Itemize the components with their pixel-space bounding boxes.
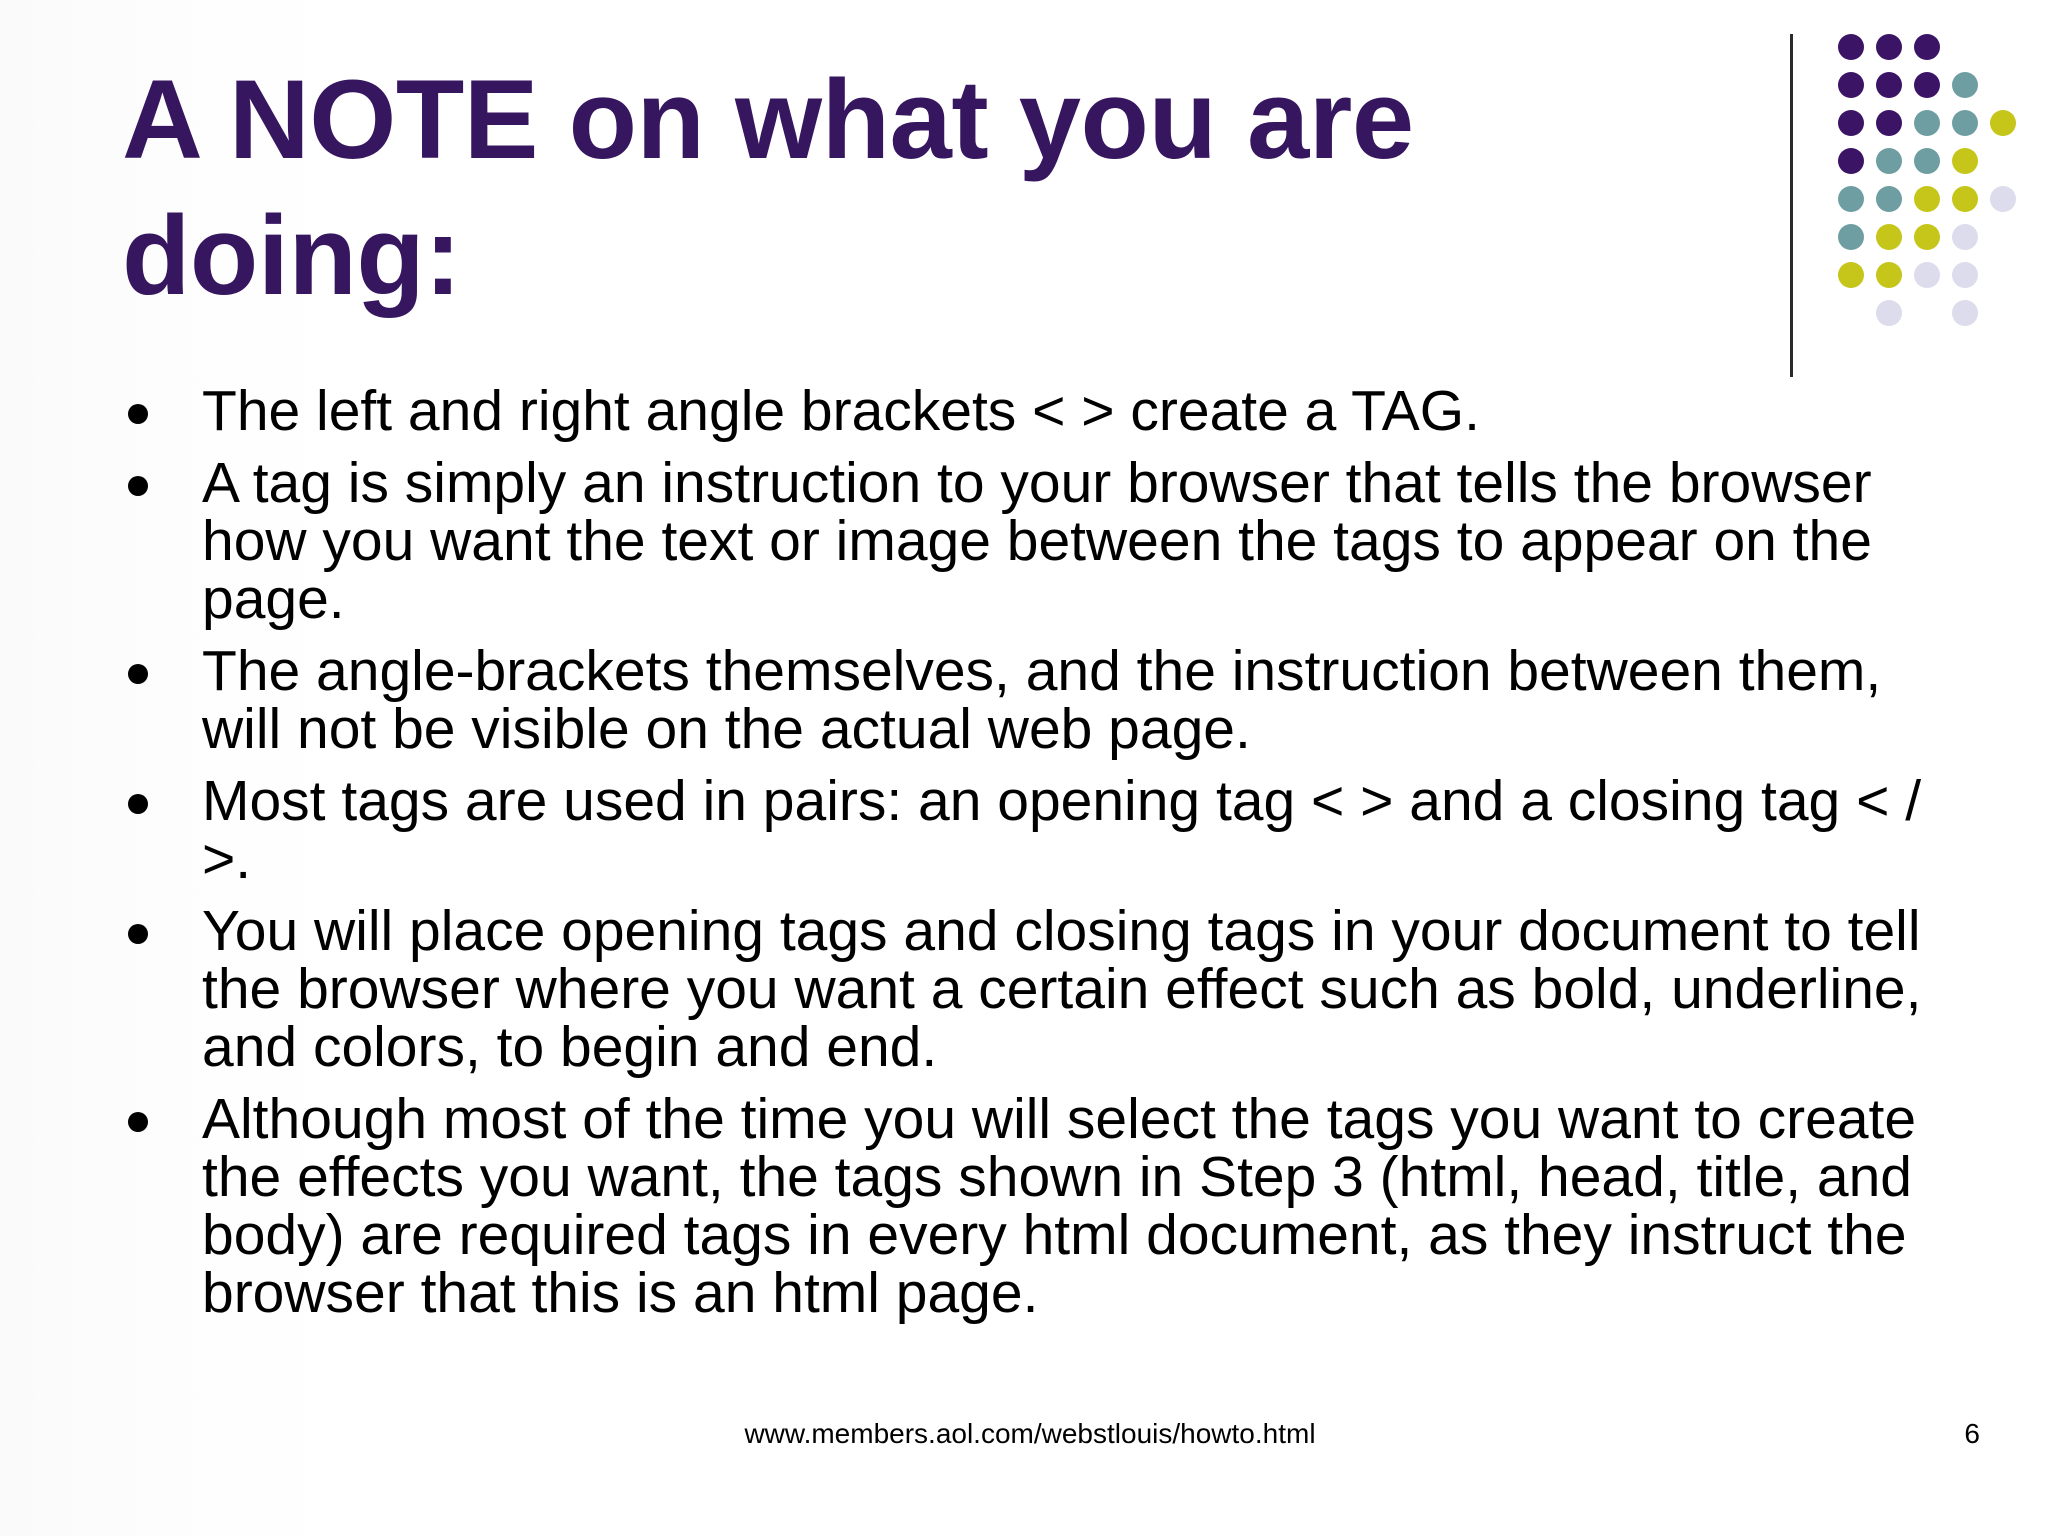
bullet-text: Most tags are used in pairs: an opening tag < > and a closing tag < / >. [202, 769, 1922, 891]
dot [1952, 148, 1978, 174]
dot [1914, 224, 1940, 250]
dot [1914, 110, 1940, 136]
bullet-item [122, 899, 1962, 1079]
dot [1838, 224, 1864, 250]
dot [1952, 262, 1978, 288]
dot [1876, 300, 1902, 326]
dot [1838, 72, 1864, 98]
bullet-item [122, 451, 1962, 631]
bullet-text: The angle-brackets themselves, and the instruction between them, will not be visible on the actual web page. [202, 639, 1882, 761]
dot [1990, 186, 2016, 212]
dot [1990, 110, 2016, 136]
dot [1838, 262, 1864, 288]
dot [1952, 110, 1978, 136]
bullet-marker [128, 404, 148, 424]
dot [1914, 186, 1940, 212]
bullet-text: The left and right angle brackets < > create a TAG. [202, 379, 1480, 443]
bullet-marker [128, 794, 148, 814]
dot [1838, 34, 1864, 60]
bullet-marker [128, 664, 148, 684]
dot [1838, 110, 1864, 136]
dot [1914, 148, 1940, 174]
bullet-marker [128, 476, 148, 496]
dot [1876, 262, 1902, 288]
title-divider-line [1790, 34, 1793, 377]
slide-title: A NOTE on what you are doing: [122, 57, 1414, 318]
dot [1876, 224, 1902, 250]
dot [1914, 72, 1940, 98]
dot [1838, 186, 1864, 212]
dot [1952, 224, 1978, 250]
dot [1876, 148, 1902, 174]
bullet-list [122, 379, 1962, 1336]
page-number: 6 [1964, 1418, 1980, 1449]
dot [1876, 110, 1902, 136]
bullet-item [122, 769, 1962, 891]
dot [1952, 300, 1978, 326]
dot [1876, 34, 1902, 60]
bullet-marker [128, 924, 148, 944]
bullet-marker [128, 1112, 148, 1132]
dot [1838, 148, 1864, 174]
dot [1952, 186, 1978, 212]
dot [1914, 34, 1940, 60]
dot [1876, 186, 1902, 212]
footer-url: www.members.aol.com/webstlouis/howto.html [744, 1418, 1316, 1449]
bullet-item [122, 379, 1962, 443]
bullet-text: You will place opening tags and closing tags in your document to tell the browser where you want a certain effect such as bold, underline, and colors, to begin and end. [202, 899, 1922, 1079]
bullet-item [122, 1087, 1962, 1325]
dot [1876, 72, 1902, 98]
bullet-text: A tag is simply an instruction to your browser that tells the browser how you want the text or image between the tags to appear on the page. [202, 451, 1872, 631]
dot [1952, 72, 1978, 98]
bullet-text: Although most of the time you will select the tags you want to create the effects you want, the tags shown in Step 3 (html, head, title, and body) are required tags in every html document, as they instruct the browser that this is an html page. [202, 1087, 1917, 1325]
bullet-item [122, 639, 1962, 761]
dot [1914, 262, 1940, 288]
